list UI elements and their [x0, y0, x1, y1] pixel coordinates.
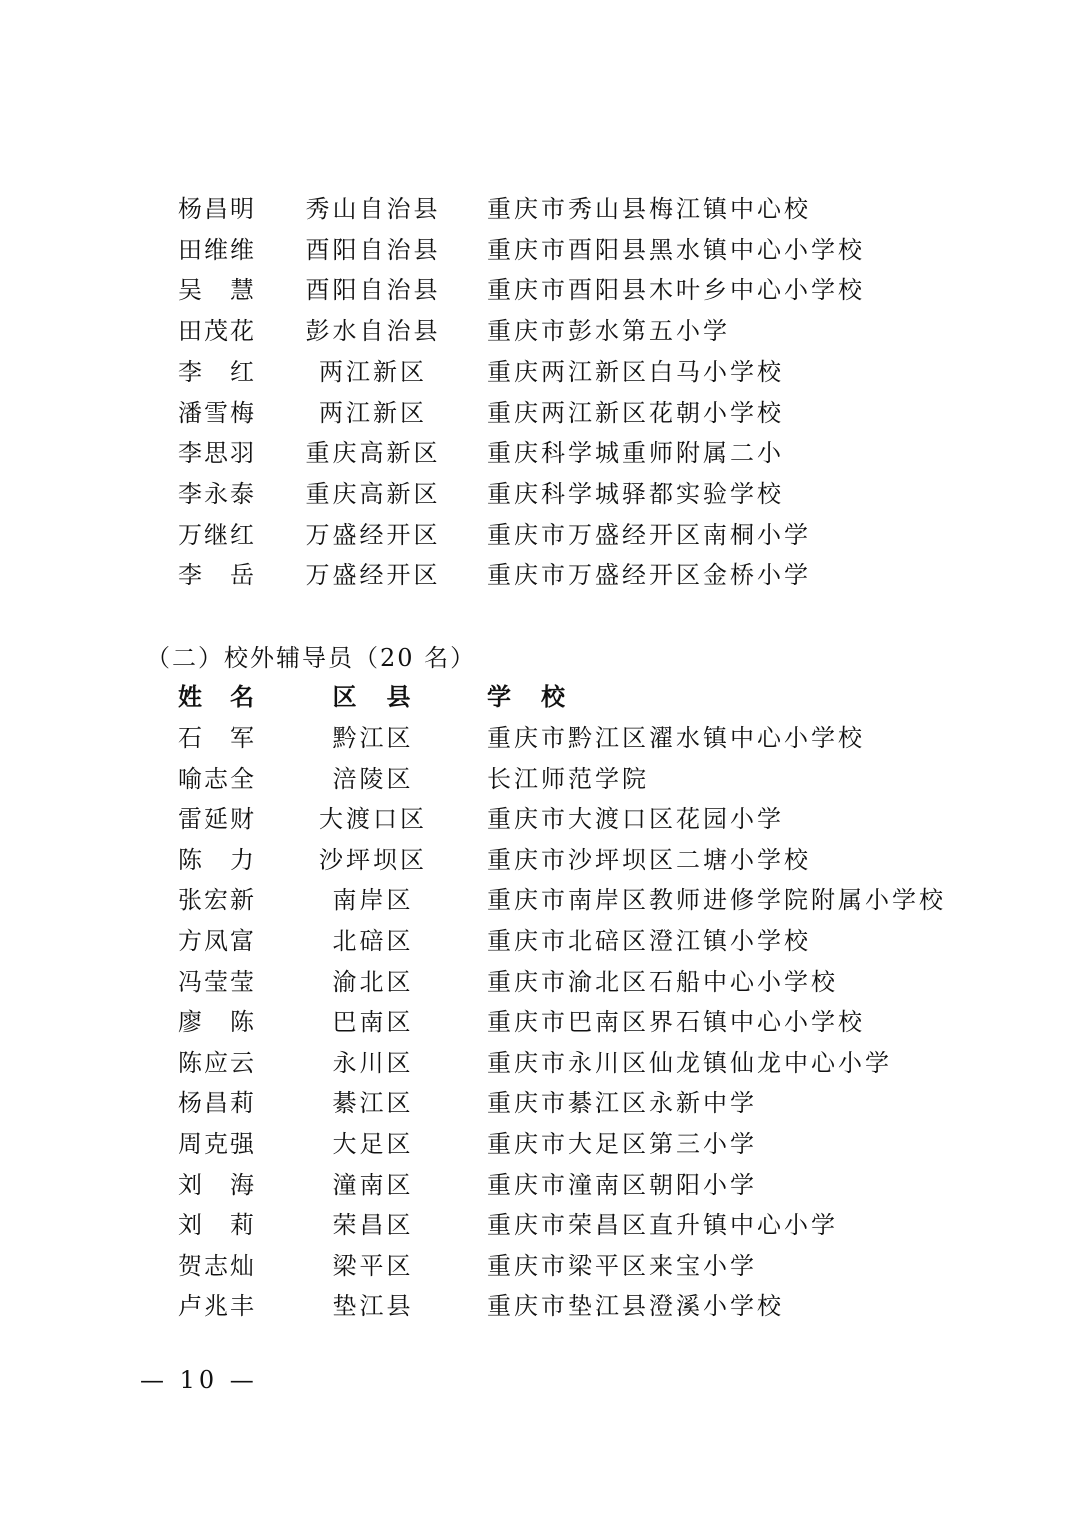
district-name: 潼南区: [332, 1170, 414, 1199]
list-item: [0, 393, 1074, 433]
person-name: 冯莹莹: [178, 967, 256, 996]
school-name: 重庆市酉阳县木叶乡中心小学校: [487, 276, 865, 305]
person-name: 陈应云: [178, 1048, 256, 1077]
list-item: [0, 1165, 1074, 1205]
list-item: [0, 1002, 1074, 1042]
section-title: （二）校外辅导员（20 名）: [146, 644, 477, 672]
list-item: [0, 799, 1074, 839]
list-item: [0, 230, 1074, 270]
district-name: 巴南区: [332, 1008, 414, 1037]
district-name: 秀山自治县: [305, 195, 441, 223]
person-name: 石 军: [178, 724, 256, 752]
person-name: 李 岳: [178, 561, 256, 590]
school-name: 重庆市大足区第三小学: [487, 1130, 757, 1158]
school-name: 重庆市巴南区界石镇中心小学校: [487, 1008, 865, 1037]
list-item: [0, 1246, 1074, 1286]
school-name: 重庆市荣昌区直升镇中心小学: [487, 1211, 838, 1240]
person-name: 李思羽: [178, 439, 256, 468]
list-item: [0, 718, 1074, 758]
list-item: [0, 1205, 1074, 1245]
header-name: 姓 名: [178, 682, 256, 711]
district-name: 酉阳自治县: [305, 235, 441, 264]
person-name: 杨昌明: [178, 195, 256, 223]
person-name: 杨昌莉: [178, 1089, 256, 1118]
district-name: 彭水自治县: [305, 317, 441, 346]
list-item: [0, 840, 1074, 880]
district-name: 大足区: [332, 1130, 414, 1158]
person-name: 贺志灿: [178, 1251, 256, 1280]
list-item: [0, 555, 1074, 595]
person-name: 刘 海: [178, 1170, 256, 1199]
school-name: 重庆市黔江区濯水镇中心小学校: [487, 724, 865, 752]
school-name: 重庆两江新区白马小学校: [487, 357, 784, 386]
district-name: 渝北区: [332, 967, 414, 996]
table-header: [0, 677, 1074, 717]
district-name: 永川区: [332, 1048, 414, 1077]
list-item: [0, 515, 1074, 555]
district-name: 南岸区: [332, 886, 414, 915]
list-item: [0, 921, 1074, 961]
list-item: [0, 962, 1074, 1002]
list-item: [0, 270, 1074, 310]
person-name: 李 红: [178, 357, 256, 386]
header-school: 学 校: [487, 682, 568, 711]
school-name: 重庆两江新区花朝小学校: [487, 398, 784, 427]
district-name: 酉阳自治县: [305, 276, 441, 305]
district-name: 黔江区: [332, 724, 414, 752]
district-name: 大渡口区: [319, 805, 427, 834]
school-name: 重庆市垫江县澄溪小学校: [487, 1292, 784, 1321]
school-name: 重庆市北碚区澄江镇小学校: [487, 927, 811, 955]
school-name: 重庆市潼南区朝阳小学: [487, 1170, 757, 1199]
list-item: [0, 1083, 1074, 1123]
header-district: 区 县: [332, 682, 414, 711]
district-name: 綦江区: [332, 1089, 414, 1118]
person-name: 卢兆丰: [178, 1292, 256, 1321]
school-name: 重庆科学城重师附属二小: [487, 439, 784, 468]
list-item: [0, 311, 1074, 351]
person-name: 雷延财: [178, 805, 256, 834]
person-name: 田维维: [178, 235, 256, 264]
person-name: 吴 慧: [178, 276, 256, 305]
person-name: 廖 陈: [178, 1008, 256, 1037]
district-name: 北碚区: [332, 927, 414, 955]
list-item: [0, 433, 1074, 473]
list-item: [0, 1124, 1074, 1164]
list-item: [0, 759, 1074, 799]
person-name: 刘 莉: [178, 1211, 256, 1240]
school-name: 重庆市沙坪坝区二塘小学校: [487, 845, 811, 874]
district-name: 涪陵区: [332, 764, 414, 793]
person-name: 方凤富: [178, 927, 256, 955]
school-name: 重庆市彭水第五小学: [487, 317, 730, 346]
list-item: [0, 1043, 1074, 1083]
person-name: 陈 力: [178, 845, 256, 874]
person-name: 喻志全: [178, 764, 256, 793]
school-name: 重庆市永川区仙龙镇仙龙中心小学: [487, 1048, 892, 1077]
school-name: 重庆市万盛经开区金桥小学: [487, 561, 811, 590]
list-item: [0, 1286, 1074, 1326]
district-name: 重庆高新区: [305, 439, 441, 468]
list-item: [0, 352, 1074, 392]
district-name: 万盛经开区: [305, 561, 441, 590]
school-name: 重庆市綦江区永新中学: [487, 1089, 757, 1118]
district-name: 万盛经开区: [305, 520, 441, 549]
person-name: 万继红: [178, 520, 256, 549]
school-name: 重庆市梁平区来宝小学: [487, 1251, 757, 1280]
district-name: 垫江县: [332, 1292, 414, 1321]
district-name: 重庆高新区: [305, 479, 441, 508]
district-name: 两江新区: [319, 398, 427, 427]
district-name: 荣昌区: [332, 1211, 414, 1240]
person-name: 田茂花: [178, 317, 256, 346]
person-name: 潘雪梅: [178, 398, 256, 427]
school-name: 重庆市大渡口区花园小学: [487, 805, 784, 834]
school-name: 重庆市酉阳县黑水镇中心小学校: [487, 235, 865, 264]
district-name: 两江新区: [319, 357, 427, 386]
district-name: 梁平区: [332, 1251, 414, 1280]
district-name: 沙坪坝区: [319, 845, 427, 874]
page-number: — 10 —: [140, 1366, 258, 1394]
list-item: [0, 474, 1074, 514]
school-name: 重庆市万盛经开区南桐小学: [487, 520, 811, 549]
school-name: 重庆市南岸区教师进修学院附属小学校: [487, 886, 946, 915]
list-item: [0, 189, 1074, 229]
list-item: [0, 880, 1074, 920]
person-name: 张宏新: [178, 886, 256, 915]
school-name: 重庆科学城驿都实验学校: [487, 479, 784, 508]
school-name: 重庆市秀山县梅江镇中心校: [487, 195, 811, 223]
school-name: 重庆市渝北区石船中心小学校: [487, 967, 838, 996]
school-name: 长江师范学院: [487, 764, 649, 793]
person-name: 周克强: [178, 1130, 256, 1158]
person-name: 李永泰: [178, 479, 256, 508]
